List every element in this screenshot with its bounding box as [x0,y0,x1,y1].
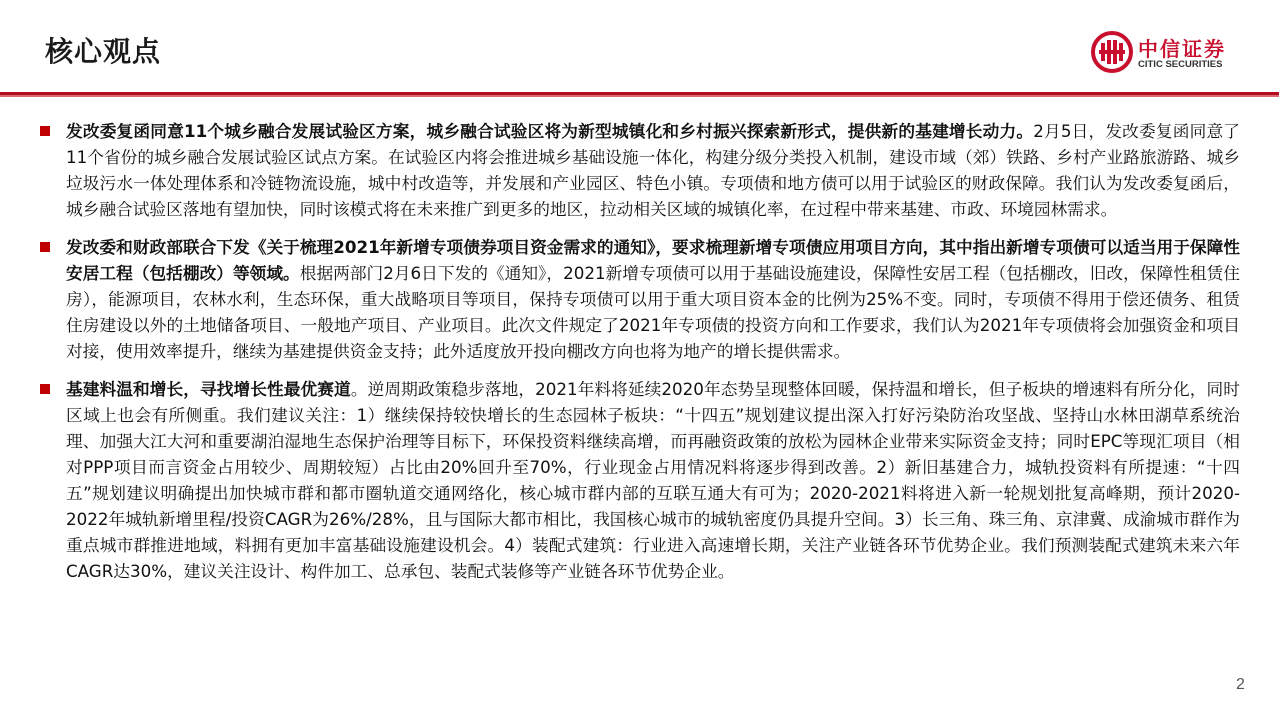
key-point-1 [40,118,1240,222]
key-point-headline: 发改委复函同意11个城乡融合发展试验区方案，城乡融合试验区将为新型城镇化和乡村振兴探索新形式，提供新的基建增长动力。 [66,121,1034,141]
citic-logo-icon [1090,30,1134,74]
key-point-headline: 基建料温和增长，寻找增长性最优赛道 [66,379,351,399]
key-points-list [40,118,1240,596]
company-logo [1090,30,1250,74]
key-point-3 [40,376,1240,584]
key-point-text [66,118,1240,222]
page-title: 核心观点 [45,35,162,68]
key-point-headline: 发改委和财政部联合下发《关于梳理2021年新增专项债券项目资金需求的通知》，要求梳理新增专项债应用项目方向，其中指出新增专项债可以适当用于保障性安居工程（包括棚改）等领域。 [66,237,1240,283]
key-point-2 [40,234,1240,364]
key-point-text [66,376,1240,584]
page-number: 2 [1236,676,1245,693]
key-point-body: 2月5日，发改委复函同意了11个省份的城乡融合发展试验区试点方案。在试验区内将会推进城乡基础设施一体化，构建分级分类投入机制，建设市域（郊）铁路、乡村产业路旅游路、城乡垃圾污水一体处理体系和冷链物流设施，城中村改造等，并发展和产业园区、特色小镇。专项债和地方债可以用于试验区的财政保障。我们认为发改委复函后，城乡融合试验区落地有望加快，同时该模式将在未来推广到更多的地区，拉动相关区域的城镇化率，在过程中带来基建、市政、环境园林需求。 [66,121,1240,219]
bullet-square-icon [40,384,50,394]
logo-name-en: CITIC SECURITIES [1138,59,1223,70]
key-point-body: 根据两部门2月6日下发的《通知》，2021新增专项债可以用于基础设施建设，保障性安居工程（包括棚改，旧改，保障性租赁住房），能源项目，农林水利，生态环保，重大战略项目等项目，保持专项债可以用于重大项目资本金的比例为25%不变。同时，专项债不得用于偿还债务、租赁住房建设以外的土地储备项目、一般地产项目、产业项目。此次文件规定了2021年专项债的投资方向和工作要求，我们认为2021年专项债将会加强资金和项目对接，使用效率提升，继续为基建提供资金支持；此外适度放开投向棚改方向也将为地产的增长提供需求。 [66,263,1240,361]
slide-header [0,0,1279,92]
header-divider [0,92,1279,97]
key-point-text [66,234,1240,364]
key-point-body: 。逆周期政策稳步落地，2021年料将延续2020年态势呈现整体回暖，保持温和增长，但子板块的增速料有所分化，同时区域上也会有所侧重。我们建议关注：1）继续保持较快增长的生态园林子板块：“十四五”规划建议提出深入打好污染防治攻坚战、坚持山水林田湖草系统治理、加强大江大河和重要湖泊湿地生态保护治理等目标下，环保投资料继续高增，而再融资政策的放松为园林企业带来实际资金支持；同时EPC等现汇项目（相对PPP项目而言资金占用较少、周期较短）占比由20%回升至70%，行业现金占用情况料将逐步得到改善。2）新旧基建合力，城轨投资料有所提速：“十四五”规划建议明确提出加快城市群和都市圈轨道交通网络化，核心城市群内部的互联互通大有可为；2020-2021料将进入新一轮规划批复高峰期，预计2020-2022年城轨新增里程/投资CAGR为26%/28%，且与国际大都市相比，我国核心城市的城轨密度仍具提升空间。3）长三角、珠三角、京津冀、成渝城市群作为重点城市群推进地域，料拥有更加丰富基础设施建设机会。4）装配式建筑：行业进入高速增长期，关注产业链各环节优势企业。我们预测装配式建筑未来六年CAGR达30%，建议关注设计、构件加工、总承包、装配式装修等产业链各环节优势企业。 [66,379,1240,581]
bullet-square-icon [40,126,50,136]
logo-name-cn: 中信证券 [1138,37,1226,61]
bullet-square-icon [40,242,50,252]
